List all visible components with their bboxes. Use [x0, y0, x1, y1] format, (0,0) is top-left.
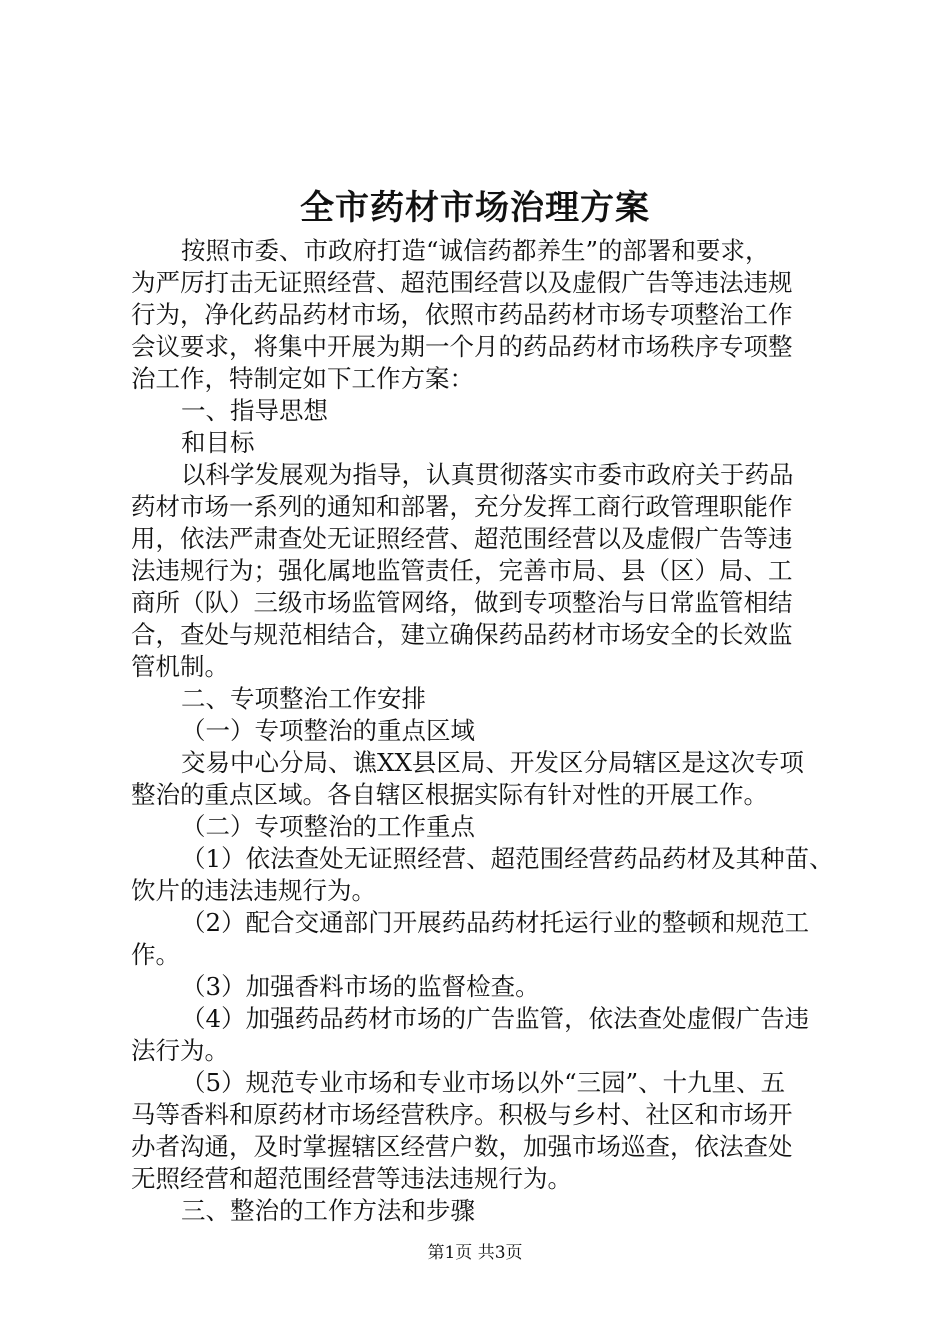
- body-line: 按照市委、市政府打造“诚信药都养生”的部署和要求，: [181, 236, 770, 265]
- list-item-line: （3）加强香料市场的监督检查。: [181, 972, 540, 1001]
- list-item-line: （4）加强药品药材市场的广告监管，依法查处虚假广告违: [181, 1004, 810, 1033]
- body-line: 以科学发展观为指导，认真贯彻落实市委市政府关于药品: [181, 460, 794, 489]
- body-line: 会议要求，将集中开展为期一个月的药品药材市场秩序专项整: [131, 332, 793, 361]
- body-line: 合，查处与规范相结合，建立确保药品药材市场安全的长效监: [131, 620, 793, 649]
- body-line: 治工作，特制定如下工作方案：: [131, 364, 474, 393]
- subsection-heading: （二）专项整治的工作重点: [181, 812, 475, 841]
- subsection-heading: （一）专项整治的重点区域: [181, 716, 475, 745]
- body-line: 用，依法严肃查处无证照经营、超范围经营以及虚假广告等违: [131, 524, 793, 553]
- section-heading: 二、专项整治工作安排: [181, 684, 426, 713]
- list-item-line: 办者沟通，及时掌握辖区经营户数，加强市场巡查，依法查处: [131, 1132, 793, 1161]
- list-item-line: 无照经营和超范围经营等违法违规行为。: [131, 1164, 572, 1193]
- list-item-line: （2）配合交通部门开展药品药材托运行业的整顿和规范工: [181, 908, 810, 937]
- body-line: 整治的重点区域。各自辖区根据实际有针对性的开展工作。: [131, 780, 768, 809]
- list-item-line: 饮片的违法违规行为。: [131, 876, 376, 905]
- body-line: 为严厉打击无证照经营、超范围经营以及虚假广告等违法违规: [131, 268, 793, 297]
- body-line: 行为，净化药品药材市场，依照市药品药材市场专项整治工作: [131, 300, 793, 329]
- section-heading: 三、整治的工作方法和步骤: [181, 1196, 475, 1225]
- body-line: 药材市场一系列的通知和部署，充分发挥工商行政管理职能作: [131, 492, 793, 521]
- body-line: 商所（队）三级市场监管网络，做到专项整治与日常监管相结: [131, 588, 793, 617]
- document-title: 全市药材市场治理方案: [300, 188, 650, 228]
- page-footer: 第1页 共3页: [427, 1243, 523, 1263]
- section-heading-continuation: 和目标: [181, 428, 255, 457]
- body-line: 法违规行为；强化属地监管责任，完善市局、县（区）局、工: [131, 556, 793, 585]
- list-item-line: 法行为。: [131, 1036, 229, 1065]
- section-heading: 一、指导思想: [181, 396, 328, 425]
- list-item-line: 作。: [131, 940, 180, 969]
- list-item-line: 马等香料和原药材市场经营秩序。积极与乡村、社区和市场开: [131, 1100, 793, 1129]
- list-item-line: （1）依法查处无证照经营、超范围经营药品药材及其种苗、: [181, 844, 834, 873]
- list-item-line: （5）规范专业市场和专业市场以外“三园”、十九里、五: [181, 1068, 786, 1097]
- body-line: 交易中心分局、谯XX县区局、开发区分局辖区是这次专项: [181, 748, 804, 777]
- body-line: 管机制。: [131, 652, 229, 681]
